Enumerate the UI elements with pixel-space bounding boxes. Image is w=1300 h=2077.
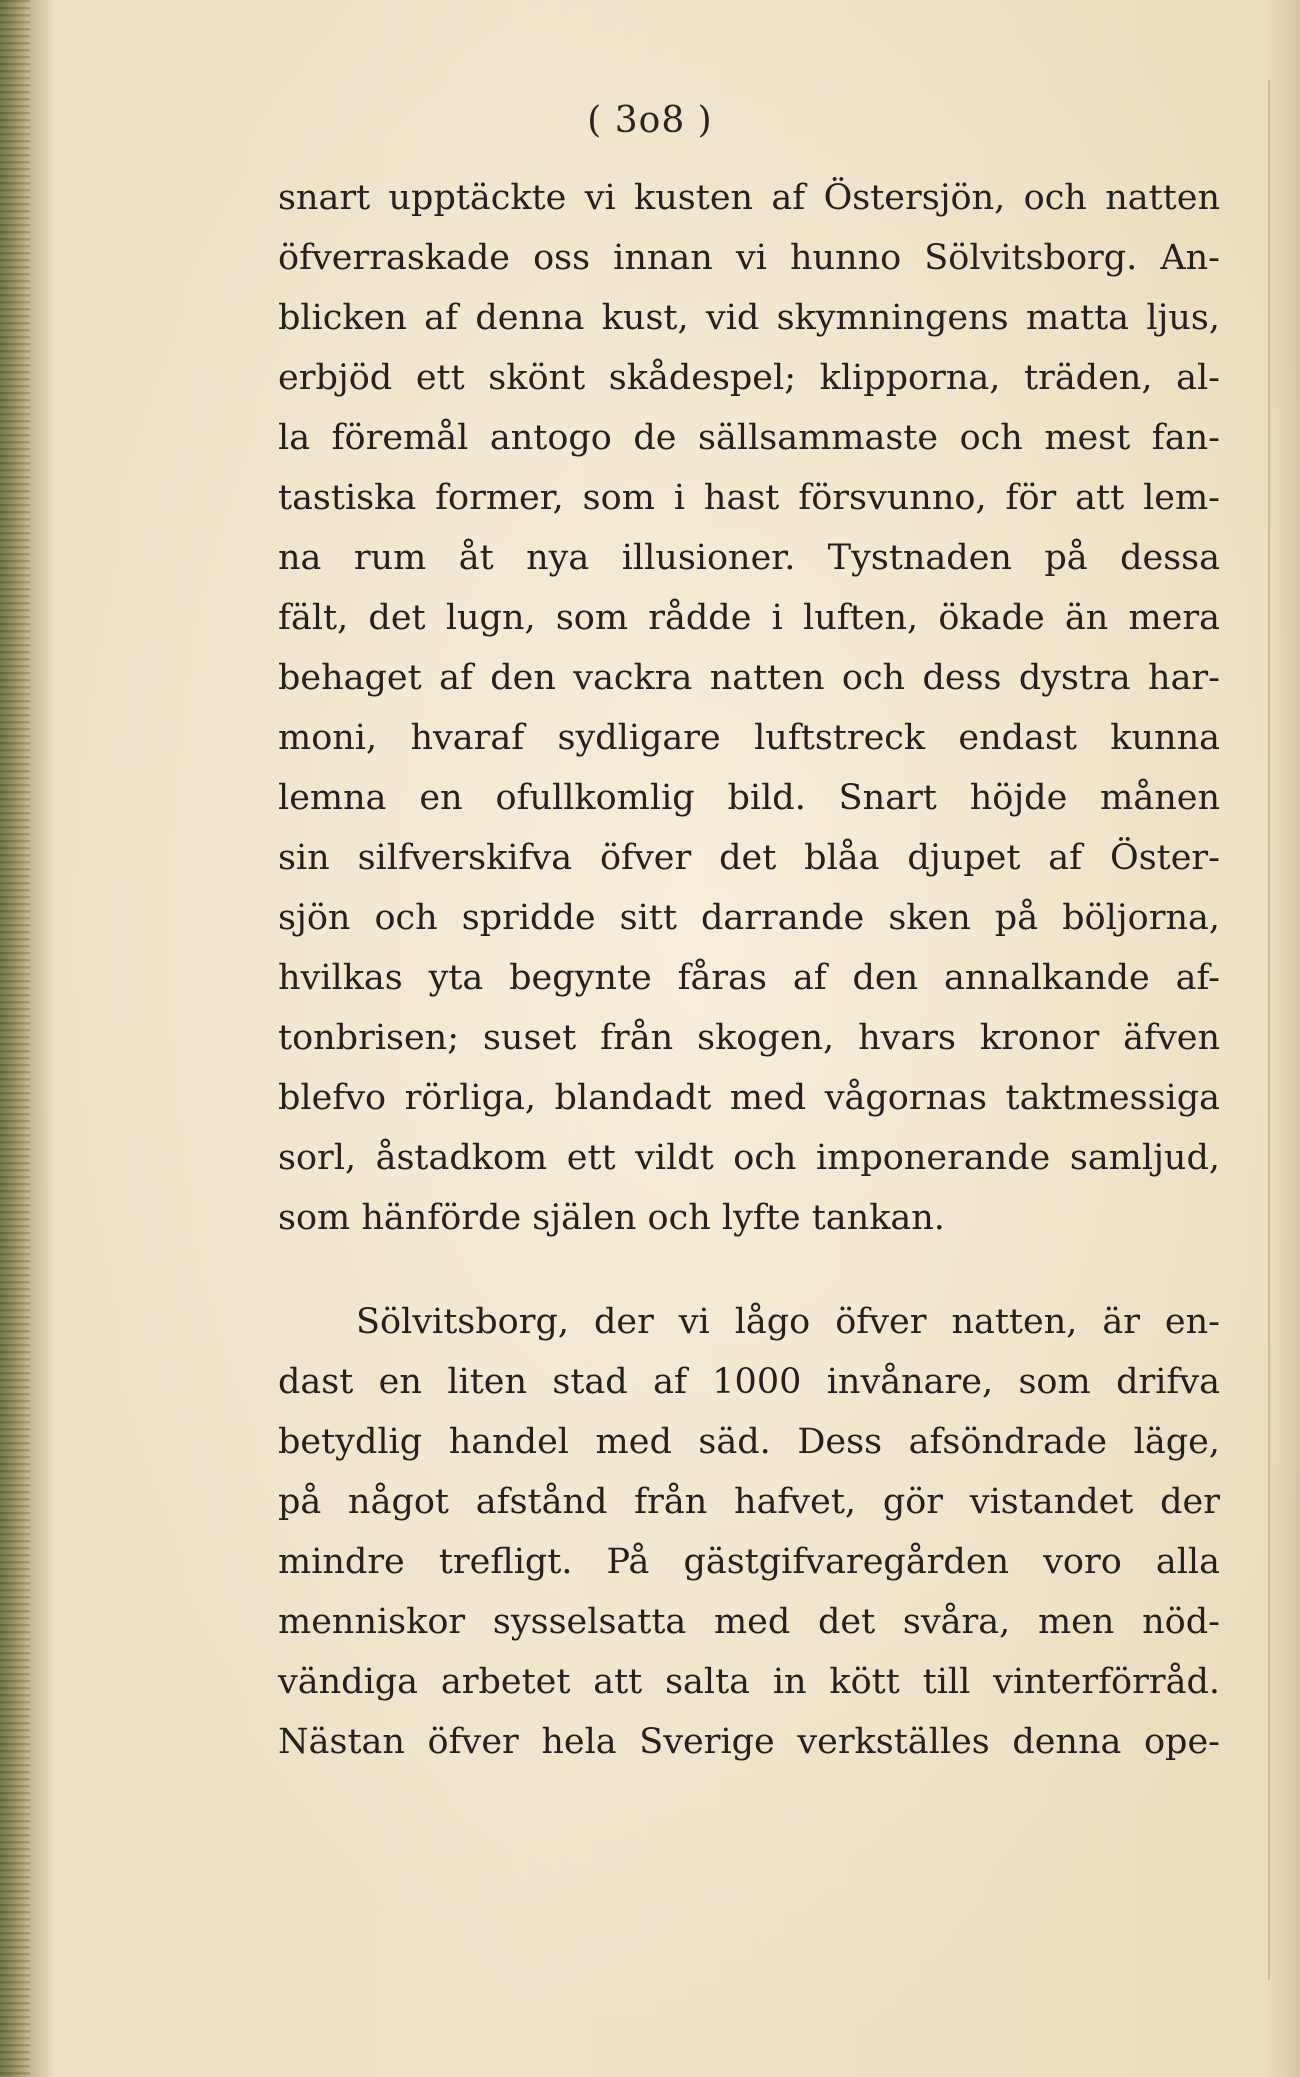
- text-line: na rum åt nya illusioner. Tystnaden på dessa: [278, 538, 1220, 578]
- text-line: blefvo rörliga, blandadt med vågornas taktmessiga: [278, 1078, 1220, 1118]
- page-number: ( 3o8 ): [587, 100, 713, 141]
- text-line: som hänförde själen och lyfte tankan.: [278, 1198, 945, 1238]
- text-line: Nästan öfver hela Sverige verkställes denna ope-: [278, 1722, 1220, 1762]
- text-line: betydlig handel med säd. Dess afsöndrade läge,: [278, 1422, 1220, 1462]
- text-line: dast en liten stad af 1000 invånare, som drifva: [278, 1362, 1220, 1402]
- text-line: tonbrisen; suset från skogen, hvars kronor äfven: [278, 1018, 1220, 1058]
- text-line: fält, det lugn, som rådde i luften, ökade än mera: [278, 598, 1220, 638]
- text-line: vändiga arbetet att salta in kött till vinterförråd.: [278, 1662, 1220, 1702]
- text-line: erbjöd ett skönt skådespel; klipporna, träden, al-: [278, 358, 1220, 398]
- gutter-shadow: [30, 0, 56, 2077]
- text-line: snart upptäckte vi kusten af Östersjön, och natten: [278, 178, 1220, 218]
- text-line: hvilkas yta begynte fåras af den annalkande af-: [278, 958, 1220, 998]
- text-line: sin silfverskifva öfver det blåa djupet af Öster-: [278, 838, 1220, 878]
- text-line: öfverraskade oss innan vi hunno Sölvitsborg. An-: [278, 238, 1220, 278]
- text-line: mindre trefligt. På gästgifvaregården voro alla: [278, 1542, 1220, 1582]
- text-line: la föremål antogo de sällsammaste och mest fan-: [278, 418, 1220, 458]
- text-line: behaget af den vackra natten och dess dystra har-: [278, 658, 1220, 698]
- text-line: tastiska former, som i hast försvunno, för att lem-: [278, 478, 1220, 518]
- text-line: blicken af denna kust, vid skymningens matta ljus,: [278, 298, 1220, 338]
- page-edge-shadow: [1266, 0, 1300, 2077]
- text-line: Sölvitsborg, der vi lågo öfver natten, är en-: [356, 1302, 1220, 1342]
- text-line: på något afstånd från hafvet, gör vistandet der: [278, 1482, 1220, 1522]
- book-binding: [0, 0, 30, 2077]
- page-edge-line: [1268, 80, 1270, 1980]
- text-line: sorl, åstadkom ett vildt och imponerande samljud,: [278, 1138, 1220, 1178]
- text-line: moni, hvaraf sydligare luftstreck endast kunna: [278, 718, 1220, 758]
- text-line: lemna en ofullkomlig bild. Snart höjde månen: [278, 778, 1220, 818]
- text-line: menniskor sysselsatta med det svåra, men nöd-: [278, 1602, 1220, 1642]
- text-line: sjön och spridde sitt darrande sken på böljorna,: [278, 898, 1220, 938]
